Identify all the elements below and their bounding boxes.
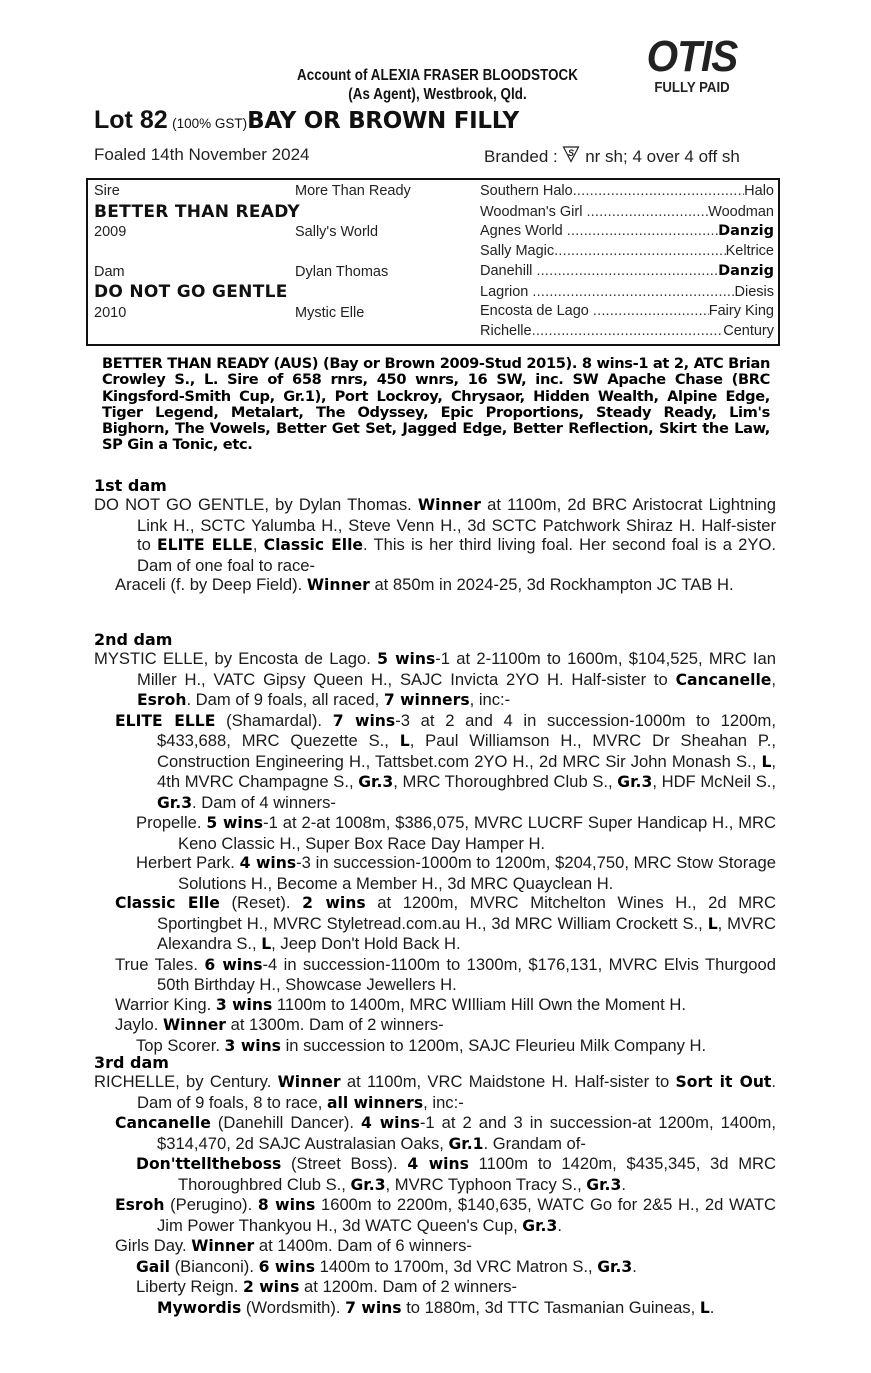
otis-logo (636, 34, 748, 96)
sire-summary: BETTER THAN READY (AUS) (Bay or Brown 2009-Stud 2015). 8 wins-1 at 2, ATC Brian Crowley S., L. Sire of 658 rnrs, 450 wnrs, 16 SW, inc. SW Apache Chase (BRC Kingsford-Smith Cup, Gr.1), Port Lockroy, Chrysaor, Hidden Wealth, Alpine Edge, Tiger Legend, Metalart, The Odyssey, Epic Proportions, Steady Ready, Lim's Bighorn, The Vowels, Better Get Set, Jagged Edge, Better Reflection, Skirt the Law, SP Gin a Tonic, etc. (102, 355, 770, 454)
pedigree-table (86, 178, 780, 346)
branded-text: nr sh; 4 over 4 off sh (585, 147, 740, 166)
svg-text:S: S (568, 148, 575, 158)
ancestor-row (480, 181, 774, 202)
vendor-line-1: Account of ALEXIA FRASER BLOODSTOCK (297, 67, 578, 84)
progeny-entry: Warrior King. 3 wins 1100m to 1400m, MRC WIlliam Hill Own the Moment H. (115, 994, 686, 1014)
ancestor-row (480, 242, 774, 262)
ancestor-sire: Danzig (718, 263, 774, 279)
foaled-date: Foaled 14th November 2024 (94, 145, 310, 164)
ancestor-name: Danehill (480, 263, 533, 279)
progeny-entry: Don'ttelltheboss (Street Boss). 4 wins 1100m to 1420m, $435,345, 3d MRC Thoroughbred Club S., Gr.3, MVRC Typhoon Tracy S., Gr.3. (136, 1154, 777, 1194)
logo-wordmark: OTIS (646, 32, 738, 81)
ancestor-row (480, 322, 774, 342)
progeny-entry: Esroh (Perugino). 8 wins 1600m to 2200m, $140,635, WATC Go for 2&5 H., 2d WATC Jim Power Thankyou H., 3d WATC Queen's Cup, Gr.3. (115, 1195, 776, 1235)
lot-description: BAY OR BROWN FILLY (247, 108, 519, 134)
first-dam-section (94, 476, 776, 596)
progeny-entry: Jaylo. Winner at 1300m. Dam of 2 winners- (115, 1015, 444, 1034)
progeny-entry: True Tales. 6 wins-4 in succession-1100m to 1300m, $176,131, MVRC Elvis Thurgood 50th Birthday H., Showcase Jewellers H. (115, 954, 776, 994)
progeny-entry: Top Scorer. 3 wins in succession to 1200m, SAJC Fleurieu Milk Company H. (136, 1035, 707, 1055)
sire-label: Sire (94, 183, 120, 199)
dam-dam: Mystic Elle (295, 304, 365, 321)
fully-paid-label: FULLY PAID (654, 79, 730, 96)
sire-name: BETTER THAN READY (94, 201, 301, 222)
section-title: 1st dam (94, 476, 167, 495)
ancestor-sire: Century (723, 322, 774, 339)
ancestor-sire: Fairy King (708, 303, 774, 319)
ancestor-row (480, 282, 774, 303)
ancestor-sire: Diesis (734, 283, 774, 300)
ancestor-sire: Halo (744, 183, 774, 199)
branded-info (484, 145, 740, 167)
vendor-block (268, 66, 608, 104)
dam-label: Dam (94, 263, 125, 280)
progeny-entry: Araceli (f. by Deep Field). Winner at 850m in 2024-25, 3d Rockhampton JC TAB H. (115, 575, 734, 594)
progeny-entry: Herbert Park. 4 wins-3 in succession-1000m to 1200m, $204,750, MRC Stow Storage Solutions H., Become a Member H., 3d MRC Quayclean H. (136, 853, 776, 893)
sire-dam: Sally's World (295, 224, 379, 240)
entries (94, 495, 776, 596)
lot-heading (94, 106, 519, 135)
section-title: 3rd dam (94, 1053, 169, 1072)
ancestor-name: Encosta de Lago (480, 303, 589, 319)
ancestor-name: Woodman's Girl (480, 203, 583, 220)
ancestor-name: Lagrion (480, 283, 529, 300)
dam-description: MYSTIC ELLE, by Encosta de Lago. 5 wins-1 at 2-1100m to 1600m, $104,525, MRC Ian Miller H., VATC Gipsy Queen H., SAJC Invicta 2YO H. Half-sister to Cancanelle, Esroh. Dam of 9 foals, all raced, 7 winners, inc:- (94, 649, 776, 709)
ancestor-name: Agnes World (480, 223, 563, 239)
ancestor-name: Richelle (480, 322, 532, 339)
progeny-entry: ELITE ELLE (Shamardal). 7 wins-3 at 2 and 4 in succession-1000m to 1200m, $433,688, MRC Quezette S., L, Paul Williamson H., MVRC Dr Sheahan P., Construction Engineering H., Tattsbet.com 2YO H., 2d MRC Sir John Monash S., L, 4th MVRC Champagne S., Gr.3, MRC Thoroughbred Club S., Gr.3, HDF McNeil S., Gr.3. Dam of 4 winners- (115, 710, 777, 812)
gst-note: (100% GST) (172, 116, 248, 131)
dam-year: 2010 (94, 304, 127, 321)
entries (94, 1072, 776, 1318)
third-dam-section (94, 1053, 776, 1318)
ancestor-name: Southern Halo (480, 183, 573, 199)
ancestor-row (480, 222, 774, 242)
progeny-entry: Classic Elle (Reset). 2 wins at 1200m, MVRC Mitchelton Wines H., 2d MRC Sportingbet H., MVRC Styletread.com.au H., 3d MRC William Crockett S., L, MVRC Alexandra S., L, Jeep Don't Hold Back H. (115, 893, 777, 953)
second-dam-section (94, 630, 776, 1056)
dam-description: DO NOT GO GENTLE, by Dylan Thomas. Winner at 1100m, 2d BRC Aristocrat Lightning Link H., SCTC Yalumba H., Steve Venn H., 3d SCTC Patchwork Shiraz H. Half-sister to ELITE ELLE, Classic Elle. This is her third living foal. Her second foal is a 2YO. Dam of one foal to race- (94, 495, 776, 575)
pedigree-parents (94, 181, 474, 323)
ancestor-row (480, 261, 774, 282)
progeny-entry: Cancanelle (Danehill Dancer). 4 wins-1 at 2 and 3 in succession-at 1200m, 1400m, $314,470, 2d SAJC Australasian Oaks, Gr.1. Grandam of- (115, 1113, 776, 1153)
ancestor-sire: Danzig (718, 223, 774, 239)
ancestor-sire: Woodman (708, 203, 774, 220)
vendor-line-2: (As Agent), Westbrook, Qld. (348, 86, 527, 103)
progeny-entry: Gail (Bianconi). 6 wins 1400m to 1700m, 3d VRC Matron S., Gr.3. (136, 1256, 637, 1276)
ancestor-row (480, 302, 774, 322)
sire-sire: More Than Ready (295, 183, 411, 199)
dam-sire: Dylan Thomas (295, 263, 389, 280)
dam-name: DO NOT GO GENTLE (94, 282, 288, 302)
section-title: 2nd dam (94, 630, 173, 649)
progeny-entry: Mywordis (Wordsmith). 7 wins to 1880m, 3d TTC Tasmanian Guineas, L. (157, 1297, 715, 1317)
dam-description: RICHELLE, by Century. Winner at 1100m, VRC Maidstone H. Half-sister to Sort it Out. Dam of 9 foals, 8 to race, all winners, inc:- (94, 1072, 777, 1112)
progeny-entry: Liberty Reign. 2 wins at 1200m. Dam of 2 winners- (136, 1277, 518, 1296)
progeny-entry: Girls Day. Winner at 1400m. Dam of 6 winners- (115, 1236, 472, 1255)
sire-brand-icon (562, 145, 580, 163)
entries (94, 649, 776, 1056)
lot-number: Lot 82 (94, 106, 168, 134)
ancestor-sire: Keltrice (725, 242, 774, 259)
pedigree-ancestors (480, 181, 774, 341)
sire-year: 2009 (94, 224, 127, 240)
branded-label: Branded : (484, 147, 558, 166)
ancestor-name: Sally Magic (480, 242, 555, 259)
progeny-entry: Propelle. 5 wins-1 at 2-at 1008m, $386,075, MVRC LUCRF Super Handicap H., MRC Keno Classic H., Super Box Race Day Hamper H. (136, 813, 776, 853)
ancestor-row (480, 202, 774, 223)
